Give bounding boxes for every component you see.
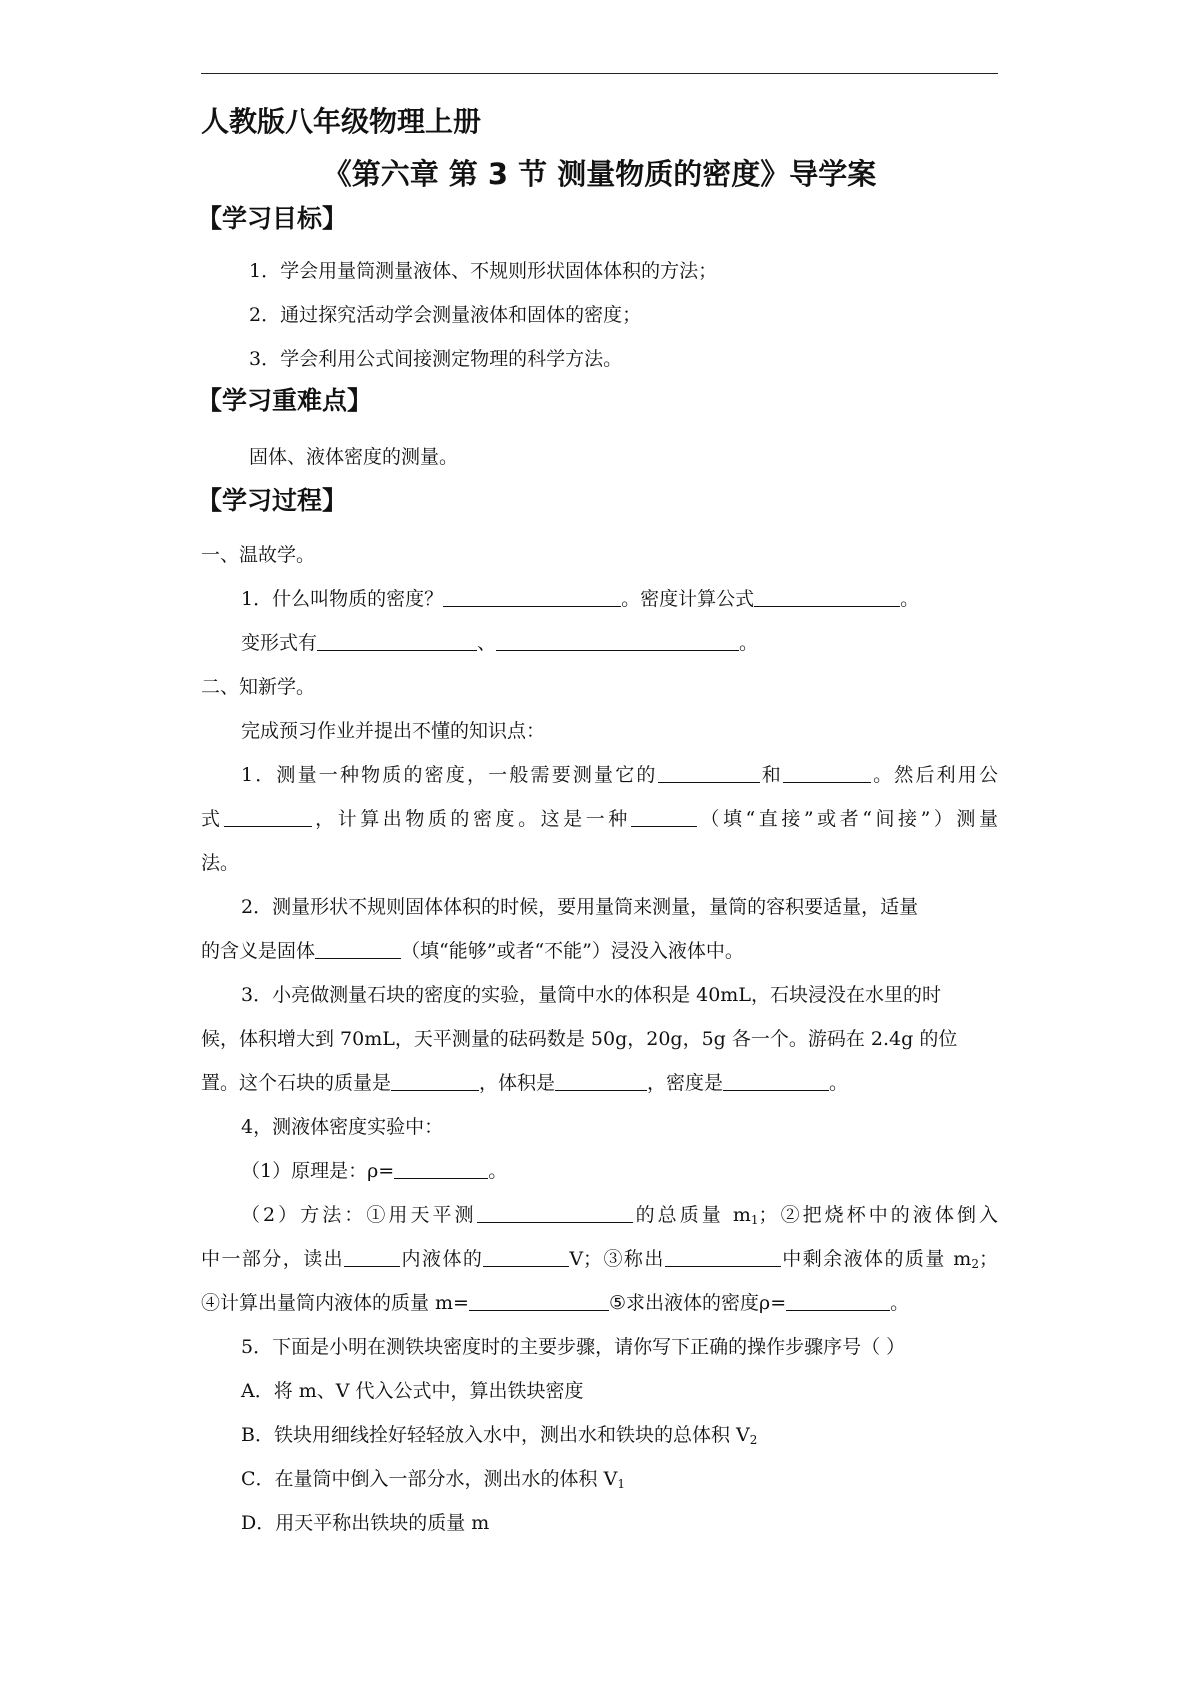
answer-blank[interactable] [665, 1244, 781, 1267]
q4-principle: （1）原理是：ρ= 。 [201, 1149, 998, 1193]
objective-2: 2．通过探究活动学会测量液体和固体的密度； [249, 304, 642, 326]
objective-3: 3．学会利用公式间接测定物理的科学方法。 [249, 348, 623, 370]
header-rule [201, 73, 998, 74]
review-q1-line2: 变形式有 、 。 [201, 621, 998, 665]
review-q1-line1: 1．什么叫物质的密度？ 。密度计算公式 。 [201, 577, 998, 621]
q5-option-c: C．在量筒中倒入一部分水，测出水的体积 $V_1$ [241, 1468, 625, 1491]
doc-subtitle: 《第六章 第 3 节 测量物质的密度》导学案 [322, 157, 877, 191]
answer-blank[interactable] [555, 1068, 647, 1091]
answer-blank[interactable] [344, 1244, 400, 1267]
q3-line3: 置。这个石块的质量是 ，体积是 ，密度是 。 [201, 1061, 998, 1105]
new-intro: 完成预习作业并提出不懂的知识点： [241, 720, 546, 742]
answer-blank[interactable] [394, 1156, 488, 1179]
q1-line3: 法。 [201, 852, 240, 874]
q1-line1: 1．测量一种物质的密度，一般需要测量它的 和 。然后利用公 [201, 753, 998, 797]
answer-blank[interactable] [317, 628, 477, 651]
answer-blank[interactable] [315, 936, 401, 959]
answer-blank[interactable] [631, 804, 697, 827]
q3-line1: 3．小亮做测量石块的密度的实验，量筒中水的体积是 40mL，石块浸没在水里的时 [241, 984, 941, 1006]
answer-blank[interactable] [391, 1068, 479, 1091]
review-title: 一、温故学。 [201, 544, 316, 566]
key-points-heading: 【学习重难点】 [197, 386, 373, 415]
q3-line2: 候，体积增大到 70mL，天平测量的砝码数是 50g，20g，5g 各一个。游码在 2.4g 的位 [201, 1028, 958, 1050]
answer-blank[interactable] [469, 1288, 609, 1311]
answer-blank[interactable] [658, 760, 760, 783]
q5-title: 5．下面是小明在测铁块密度时的主要步骤，请你写下正确的操作步骤序号（ ） [241, 1336, 906, 1358]
q4-method-line2: 中一部分，读出 内液体的 V；③称出 中剩余液体的质量 $m_2$； [201, 1237, 998, 1281]
q5-option-a: A．将 m、V 代入公式中，算出铁块密度 [241, 1380, 584, 1402]
answer-blank[interactable] [786, 1288, 890, 1311]
answer-blank[interactable] [496, 628, 739, 651]
answer-blank[interactable] [483, 1244, 569, 1267]
q2-line2: 的含义是固体 （填“能够”或者“不能”）浸没入液体中。 [201, 929, 998, 973]
q4-title: 4，测液体密度实验中： [241, 1116, 444, 1138]
objective-1: 1．学会用量筒测量液体、不规则形状固体体积的方法； [249, 260, 718, 282]
answer-blank[interactable] [783, 760, 871, 783]
q2-line1: 2．测量形状不规则固体体积的时候，要用量筒来测量，量筒的容积要适量，适量 [241, 896, 919, 918]
answer-blank[interactable] [443, 584, 621, 607]
doc-title: 人教版八年级物理上册 [201, 105, 482, 138]
process-heading: 【学习过程】 [197, 486, 348, 515]
q5-option-d: D．用天平称出铁块的质量 m [241, 1512, 490, 1534]
q4-method-line3: ④计算出量筒内液体的质量 m= ⑤求出液体的密度ρ= 。 [201, 1281, 998, 1325]
q4-method-line1: （2）方法：①用天平测 的总质量 $m_1$；②把烧杯中的液体倒入 [201, 1193, 998, 1237]
key-points-text: 固体、液体密度的测量。 [249, 446, 459, 468]
worksheet [197, 100, 998, 1545]
answer-blank[interactable] [477, 1200, 633, 1223]
answer-blank[interactable] [224, 804, 312, 827]
q5-option-b: B．铁块用细线拴好轻轻放入水中，测出水和铁块的总体积 $V_2$ [241, 1424, 758, 1447]
q1-line2: 式 ，计算出物质的密度。这是一种 （填“直接”或者“间接”）测量 [201, 797, 998, 841]
answer-blank[interactable] [754, 584, 900, 607]
answer-blank[interactable] [723, 1068, 829, 1091]
new-title: 二、知新学。 [201, 676, 316, 698]
objectives-heading: 【学习目标】 [197, 204, 348, 233]
